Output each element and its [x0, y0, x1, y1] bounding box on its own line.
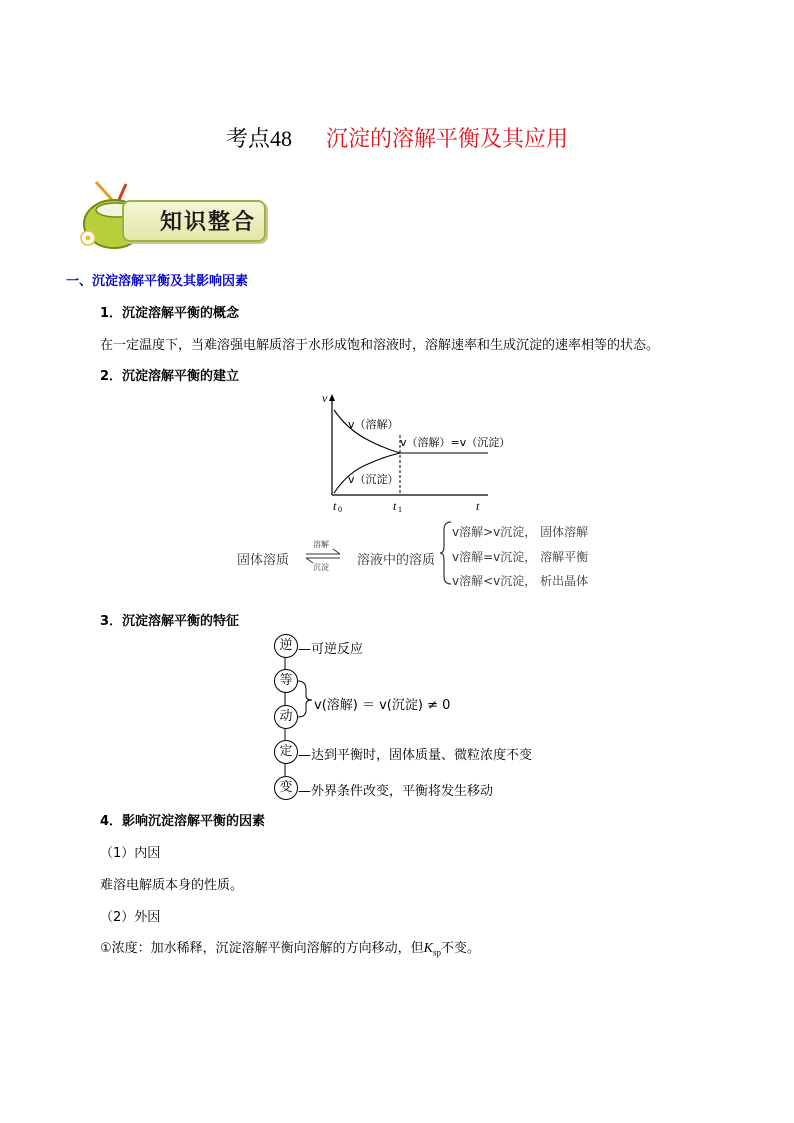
sub1-heading: 1．沉淀溶解平衡的概念 [100, 306, 240, 321]
arrow-bottom-label: 沉淀 [313, 563, 329, 572]
case-1-cond: v溶解>v沉淀， [452, 525, 537, 539]
scheme-brace [439, 520, 453, 586]
page-title [0, 122, 794, 153]
internal-label: （1）内因 [100, 846, 161, 861]
t0-label: t [333, 499, 337, 513]
scheme-middle: 溶液中的溶质 [357, 553, 436, 568]
badge-label: 知识整合 [160, 209, 257, 235]
case-2-cond: v溶解=v沉淀， [452, 550, 537, 564]
sub4-heading: 4．影响沉淀溶解平衡的因素 [100, 814, 266, 829]
internal-body: 难溶电解质本身的性质。 [100, 878, 244, 893]
feature-bian-circle: 变 [274, 776, 298, 800]
title-number: 考点48 [225, 126, 292, 151]
feature-ding-text: —达到平衡时，固体质量、微粒浓度不变 [298, 748, 533, 763]
arrow-top-label: 溶解 [313, 540, 329, 549]
knowledge-badge [74, 180, 274, 250]
ksp-k: K [423, 941, 433, 956]
section-heading: 一、沉淀溶解平衡及其影响因素 [66, 274, 249, 289]
y-axis-label: v [322, 391, 328, 405]
y-axis-arrow [329, 394, 335, 401]
sub3-heading: 3．沉淀溶解平衡的特征 [100, 614, 240, 629]
curve-top-label: v（溶解） [348, 418, 399, 431]
external-item-tail: 不变。 [441, 941, 481, 956]
feature-deng-circle: 等 [274, 669, 298, 693]
scheme-case-1 [452, 523, 588, 540]
external-label: （2）外因 [100, 910, 161, 925]
case-2-result: 溶解平衡 [540, 550, 589, 564]
sub1-body: 在一定温度下，当难溶强电解质溶于水形成饱和溶液时，溶解速率和生成沉淀的速率相等的状态。 [100, 338, 660, 353]
external-item [100, 937, 480, 958]
scheme-left: 固体溶质 [237, 553, 290, 568]
scheme-case-2 [452, 548, 588, 565]
feature-ni-text: —可逆反应 [298, 642, 364, 657]
curve-bottom-label: v（沉淀） [348, 473, 399, 486]
case-1-result: 固体溶解 [540, 525, 589, 539]
case-3-result: 析出晶体 [540, 574, 589, 588]
scheme-case-3 [452, 572, 588, 589]
rate-time-graph [318, 390, 518, 515]
t0-sub: 0 [338, 505, 342, 514]
sub2-heading: 2．沉淀溶解平衡的建立 [100, 369, 240, 384]
title-text: 沉淀的溶解平衡及其应用 [326, 127, 569, 152]
t1-label: t [393, 499, 397, 513]
x-axis-label: t [476, 499, 480, 513]
feature-middle-text: v(溶解) ＝ v(沉淀) ≠ 0 [314, 698, 451, 713]
equal-label: v（溶解）=v（沉淀） [400, 436, 511, 449]
ksp-sub: sp [433, 947, 442, 958]
case-3-cond: v溶解<v沉淀， [452, 574, 537, 588]
feature-ding-circle: 定 [274, 740, 298, 764]
t1-sub: 1 [398, 505, 402, 514]
feature-bian-text: —外界条件改变，平衡将发生移动 [298, 784, 494, 799]
external-item-text: ①浓度：加水稀释，沉淀溶解平衡向溶解的方向移动，但 [100, 941, 424, 956]
feature-ni-circle: 逆 [274, 634, 298, 658]
feature-dong-circle: 动 [274, 705, 298, 729]
